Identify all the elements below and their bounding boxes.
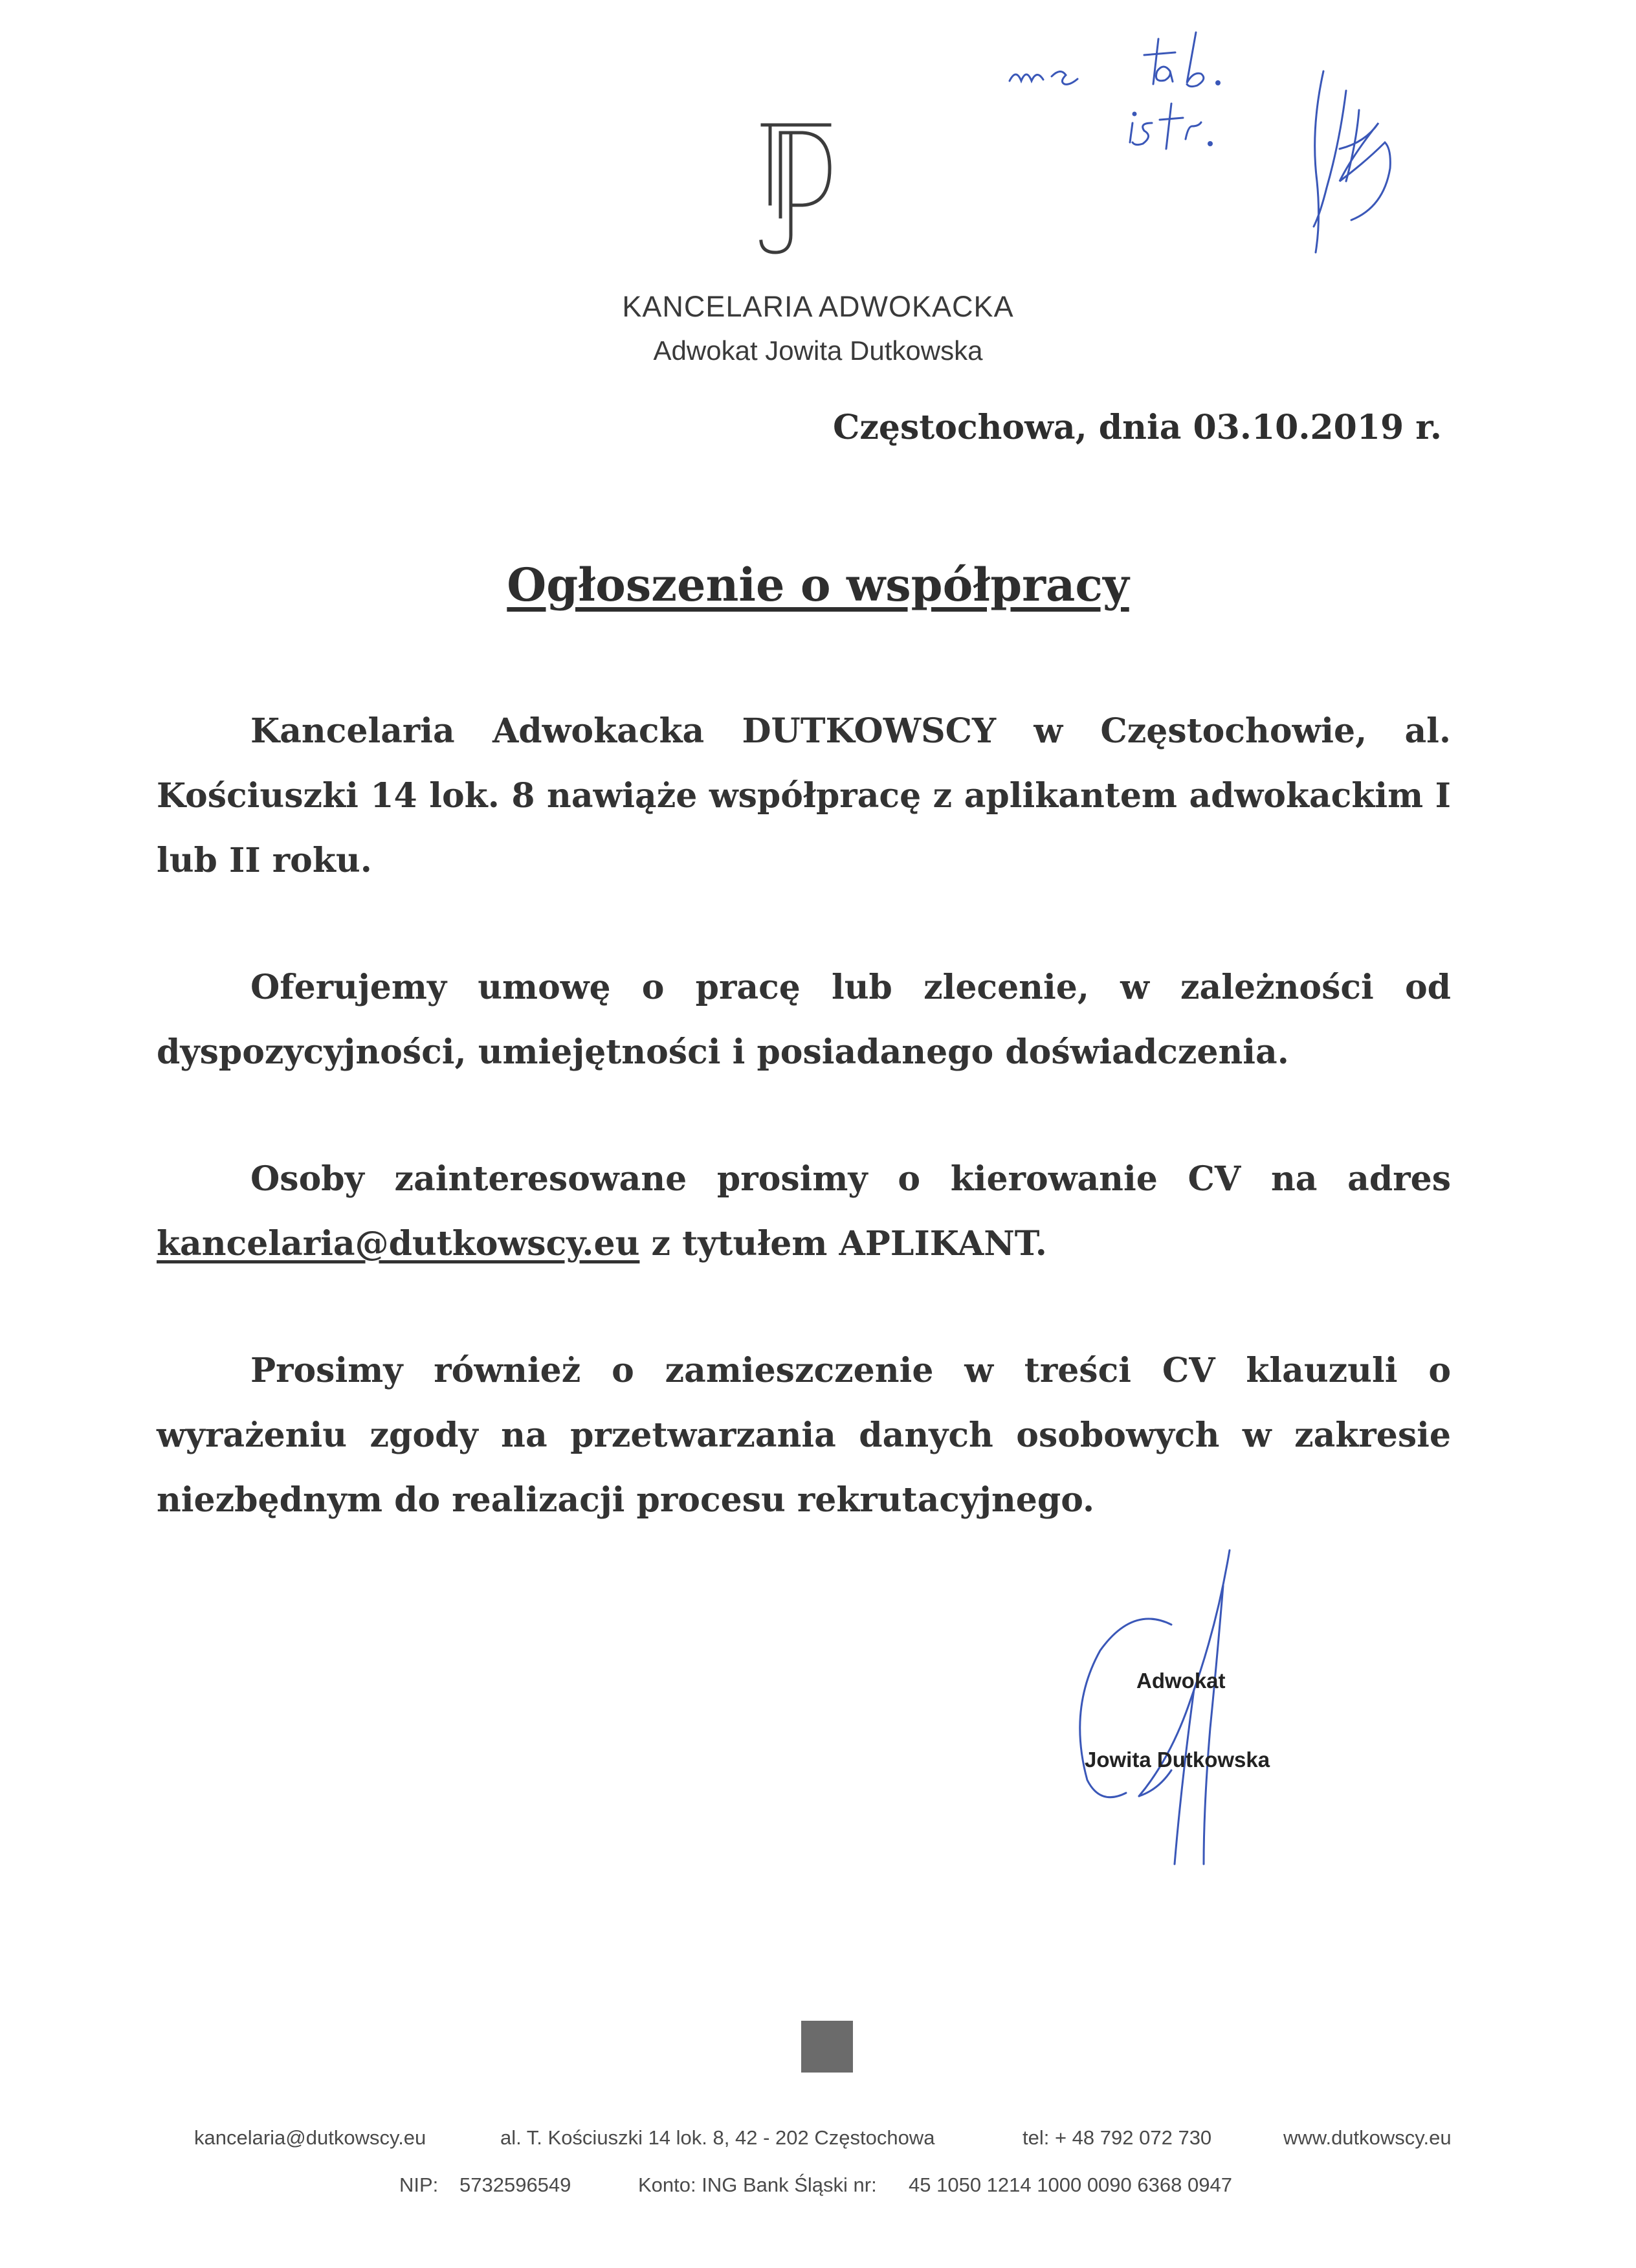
footer-nip-value: 5732596549 [459, 2174, 571, 2196]
firm-subtitle: Adwokat Jowita Dutkowska [653, 335, 983, 366]
body-paragraph-3 [157, 1147, 1451, 1276]
body-paragraph-1: Kancelaria Adwokacka DUTKOWSCY w Częstochowie, al. Kościuszki 14 lok. 8 nawiąże współpracę z aplikantem adwokackim I lub II roku. [157, 711, 1451, 880]
footer-account-label: Konto: ING Bank Śląski nr: [638, 2174, 877, 2196]
handwritten-signature [1035, 1547, 1294, 1884]
footer-nip-label: NIP: [399, 2174, 439, 2196]
footer-email[interactable]: kancelaria@dutkowscy.eu [194, 2126, 426, 2149]
signatory-role: Adwokat [1136, 1669, 1226, 1693]
footer-square-mark [801, 2021, 853, 2073]
footer-phone: tel: + 48 792 072 730 [1022, 2126, 1212, 2149]
firm-name: KANCELARIA ADWOKACKA [622, 290, 1014, 323]
body-paragraph-2: Oferujemy umowę o pracę lub zlecenie, w zależności od dyspozycyjności, umiejętności i posiadanego doświadczenia. [157, 968, 1451, 1072]
firm-logo [757, 120, 835, 259]
paragraph-3-intro: Osoby zainteresowane prosimy o kierowanie CV na adres [250, 1159, 1451, 1199]
body-paragraph-4: Prosimy również o zamieszczenie w treści CV klauzuli o wyrażeniu zgody na przetwarzania danych osobowych w zakresie niezbędnym do realizacji procesu rekrutacyjnego. [157, 1351, 1451, 1520]
paragraph-3-outro: z tytułem APLIKANT. [651, 1224, 1047, 1263]
footer-account-value: 45 1050 1214 1000 0090 6368 0947 [909, 2174, 1232, 2196]
footer-address: al. T. Kościuszki 14 lok. 8, 42 - 202 Częstochowa [500, 2126, 935, 2149]
email-link[interactable]: kancelaria@dutkowscy.eu [157, 1224, 640, 1263]
signatory-name: Jowita Dutkowska [1085, 1748, 1270, 1772]
document-body [157, 699, 1451, 1595]
handwritten-annotation [997, 19, 1463, 265]
document-title: Ogłoszenie o współpracy [507, 558, 1129, 612]
date-line: Częstochowa, dnia 03.10.2019 r. [832, 408, 1442, 447]
footer-website[interactable]: www.dutkowscy.eu [1283, 2126, 1452, 2149]
